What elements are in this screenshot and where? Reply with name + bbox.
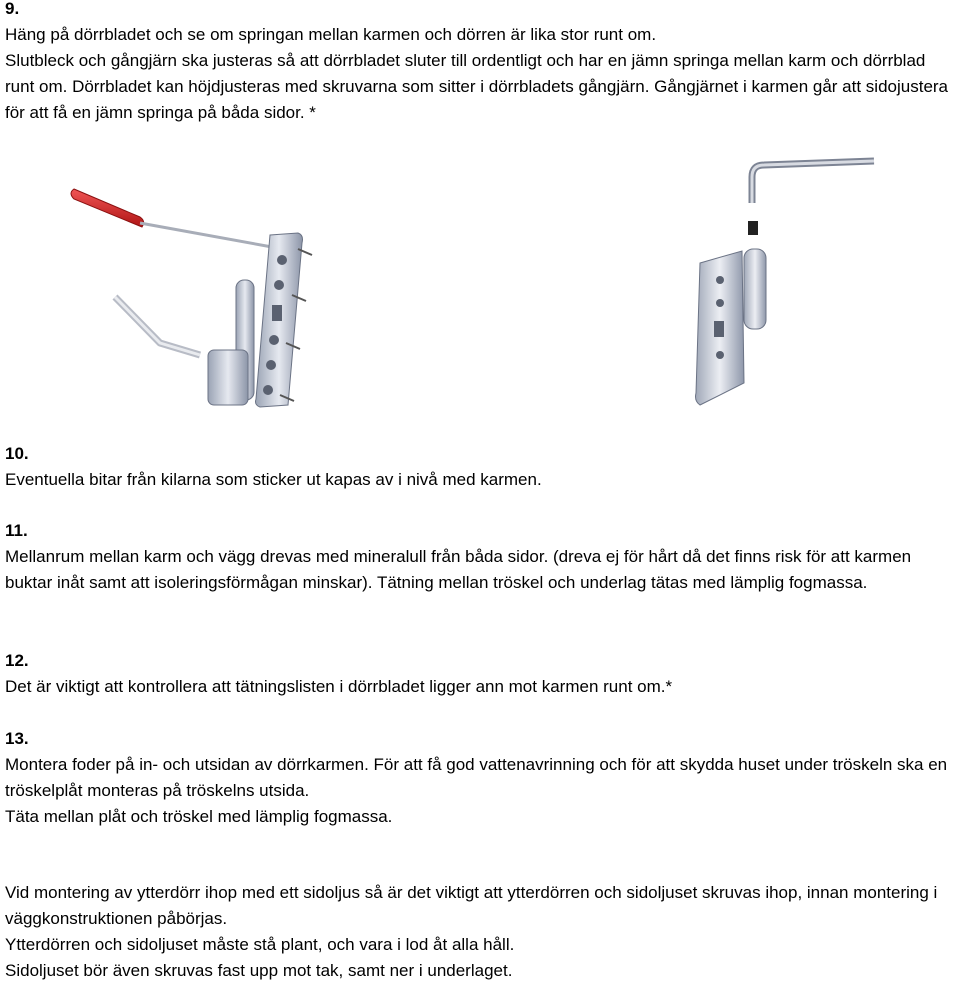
note-text: Sidoljuset bör även skruvas fast upp mot tak, samt ner i underlaget. (5, 961, 513, 980)
step-12 (5, 648, 957, 700)
step-text: Det är viktigt att kontrollera att tätningslisten i dörrbladet ligger ann mot karmen runt om.* (5, 677, 673, 696)
step-text: Slutbleck och gångjärn ska justeras så att dörrbladet sluter till ordentligt och har en jämn springa mellan karm och dörrblad runt om. Dörrbladet kan höjdjusteras med skruvarna som sitter i dörrbladets gångjärn. Gångjärnet i karmen går att sidojustera för att få en jämn springa på båda sidor. * (5, 51, 949, 122)
step-text: Häng på dörrbladet och se om springan mellan karmen och dörren är lika stor runt om. (5, 25, 657, 44)
step-number: 12. (5, 651, 29, 670)
step-9 (5, 0, 957, 126)
set-screw-icon (748, 221, 758, 235)
step-11 (5, 518, 957, 596)
step-text: Eventuella bitar från kilarna som sticker ut kapas av i nivå med karmen. (5, 470, 542, 489)
step-number: 11. (5, 521, 28, 540)
step-10 (5, 441, 957, 493)
hinge-icon (696, 249, 767, 405)
note (5, 880, 957, 984)
screwdriver-hinge-adjustment-illustration (60, 175, 320, 420)
step-number: 13. (5, 729, 29, 748)
screwdriver-icon (71, 189, 272, 247)
step-13 (5, 726, 957, 830)
hinge-icon (208, 233, 312, 407)
allen-key-icon (752, 161, 874, 203)
note-text: Ytterdörren och sidoljuset måste stå plant, och vara i lod åt alla håll. (5, 935, 515, 954)
allen-key-hinge-illustration (690, 155, 890, 415)
step-number: 9. (5, 0, 20, 18)
step-text: Täta mellan plåt och tröskel med lämplig fogmassa. (5, 807, 393, 826)
step-number: 10. (5, 444, 29, 463)
allen-key-icon (115, 297, 200, 355)
step-text: Mellanrum mellan karm och vägg drevas med mineralull från båda sidor. (dreva ej för hårt då det finns risk för att karmen buktar inåt samt att isoleringsförmågan minskar). Tätning mellan tröskel och underlag tätas med lämplig fogmassa. (5, 547, 912, 592)
step-text: Montera foder på in- och utsidan av dörrkarmen. För att få god vattenavrinning och för att skydda huset under tröskeln ska en tröskelplåt monteras på tröskelns utsida. (5, 755, 948, 800)
note-text: Vid montering av ytterdörr ihop med ett sidoljus så är det viktigt att ytterdörren och sidoljuset skruvas ihop, innan montering i väggkonstruktionen påbörjas. (5, 883, 938, 928)
